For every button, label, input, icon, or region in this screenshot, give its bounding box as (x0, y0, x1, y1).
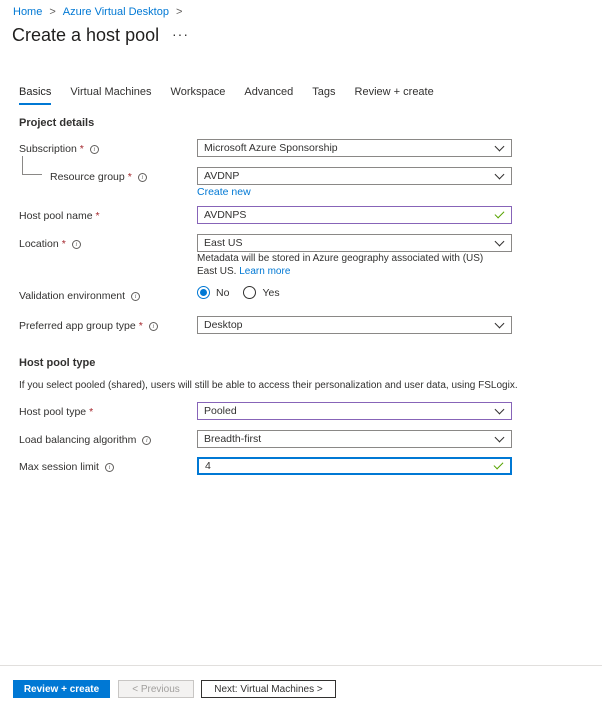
location-value: East US (204, 237, 243, 249)
host-pool-name-value: AVDNPS (204, 209, 247, 221)
load-balancing-label (19, 434, 151, 446)
host-pool-type-value: Pooled (204, 405, 237, 417)
app-group-type-dropdown[interactable] (197, 316, 512, 334)
required-marker: * (127, 171, 132, 183)
resource-group-dropdown[interactable] (197, 167, 512, 185)
tab-basics[interactable]: Basics (19, 86, 51, 102)
subscription-value: Microsoft Azure Sponsorship (204, 142, 338, 154)
resource-group-label-text: Resource group (50, 171, 125, 183)
max-session-limit-input[interactable] (197, 457, 512, 475)
location-label-text: Location (19, 238, 59, 250)
host-pool-type-description: If you select pooled (shared), users will still be able to access their personalization and user data, using FSLogix. (19, 380, 518, 391)
breadcrumb-home[interactable]: Home (13, 6, 43, 18)
validation-yes-label: Yes (262, 286, 280, 299)
required-marker: * (61, 238, 66, 250)
info-icon[interactable]: i (142, 436, 151, 445)
info-icon[interactable]: i (90, 145, 99, 154)
app-group-type-value: Desktop (204, 319, 243, 331)
chevron-down-icon (495, 169, 505, 179)
subscription-label-text: Subscription (19, 143, 77, 155)
checkmark-icon (494, 460, 504, 470)
validation-no-radio[interactable] (197, 286, 210, 299)
info-icon[interactable]: i (105, 463, 114, 472)
resource-group-label (50, 171, 147, 183)
breadcrumb-separator: > (49, 6, 56, 18)
load-balancing-dropdown[interactable] (197, 430, 512, 448)
breadcrumb (13, 6, 189, 18)
info-icon[interactable]: i (138, 173, 147, 182)
host-pool-type-label (19, 406, 93, 418)
chevron-down-icon (495, 318, 505, 328)
location-label (19, 238, 81, 250)
learn-more-link[interactable]: Learn more (239, 266, 291, 277)
next-virtual-machines-button[interactable]: Next: Virtual Machines > (201, 680, 336, 698)
checkmark-icon (495, 209, 505, 219)
app-group-type-label-text: Preferred app group type (19, 320, 136, 332)
chevron-down-icon (495, 432, 505, 442)
page-title: Create a host pool (12, 25, 160, 45)
validation-environment-radio-group (197, 286, 294, 299)
breadcrumb-azure-virtual-desktop[interactable]: Azure Virtual Desktop (62, 6, 169, 18)
load-balancing-value: Breadth-first (204, 433, 262, 445)
subscription-label (19, 143, 99, 155)
breadcrumb-separator: > (175, 6, 183, 18)
host-pool-type-dropdown[interactable] (197, 402, 512, 420)
required-marker: * (95, 210, 100, 222)
host-pool-name-label (19, 210, 100, 222)
host-pool-name-input[interactable] (197, 206, 512, 224)
create-new-resource-group-link[interactable]: Create new (197, 186, 251, 198)
chevron-down-icon (495, 141, 505, 151)
max-session-limit-label (19, 461, 114, 473)
validation-yes-radio[interactable] (243, 286, 256, 299)
max-session-limit-label-text: Max session limit (19, 461, 99, 473)
tab-workspace[interactable]: Workspace (170, 86, 226, 98)
info-icon[interactable]: i (131, 292, 140, 301)
host-pool-name-label-text: Host pool name (19, 210, 93, 222)
load-balancing-label-text: Load balancing algorithm (19, 434, 137, 446)
required-marker: * (138, 320, 143, 332)
max-session-limit-value: 4 (205, 460, 211, 472)
info-icon[interactable]: i (72, 240, 81, 249)
validation-environment-label-text: Validation environment (19, 290, 126, 302)
host-pool-type-heading: Host pool type (19, 357, 96, 369)
tab-review-create[interactable]: Review + create (354, 86, 434, 98)
tab-advanced[interactable]: Advanced (244, 86, 294, 98)
info-icon[interactable]: i (149, 322, 158, 331)
required-marker: * (89, 406, 94, 418)
location-dropdown[interactable] (197, 234, 512, 252)
chevron-down-icon (495, 236, 505, 246)
project-details-heading: Project details (19, 117, 95, 129)
previous-button[interactable]: < Previous (118, 680, 194, 698)
location-helper-message: Metadata will be stored in Azure geography associated with (US) East US. (197, 253, 484, 277)
app-group-type-label (19, 320, 158, 332)
review-create-button[interactable]: Review + create (13, 680, 110, 698)
wizard-tabs (19, 86, 453, 102)
location-helper-text (197, 252, 497, 278)
tab-virtual-machines[interactable]: Virtual Machines (70, 86, 152, 98)
validation-environment-label (19, 290, 140, 302)
subscription-dropdown[interactable] (197, 139, 512, 157)
tab-tags[interactable]: Tags (312, 86, 336, 98)
more-options-icon[interactable]: ··· (172, 26, 189, 42)
required-marker: * (79, 143, 84, 155)
tree-connector (22, 156, 42, 175)
chevron-down-icon (495, 404, 505, 414)
host-pool-type-label-text: Host pool type (19, 406, 87, 418)
validation-no-label: No (216, 286, 230, 299)
resource-group-value: AVDNP (204, 170, 240, 182)
